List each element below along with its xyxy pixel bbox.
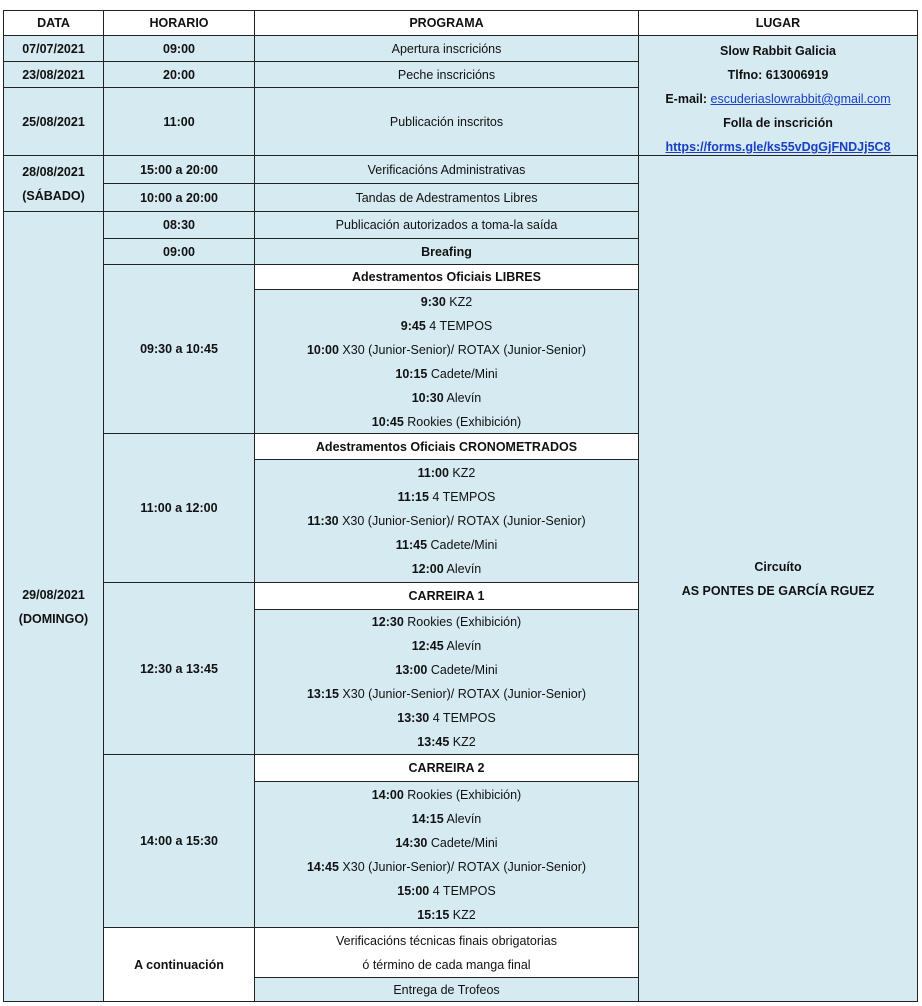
session-line: 11:00 KZ2 bbox=[417, 466, 476, 480]
sunday-date: 29/08/2021 bbox=[22, 587, 85, 602]
trophies-cell: Entrega de Trofeos bbox=[255, 978, 639, 1002]
final-time-cell: A continuación bbox=[104, 928, 255, 1002]
session-line: 13:45 KZ2 bbox=[417, 735, 476, 749]
session-lines bbox=[255, 460, 639, 583]
time-cell: 09:00 bbox=[104, 36, 255, 62]
session-time-cell: 14:00 a 15:30 bbox=[104, 755, 255, 928]
session-line: 13:15 X30 (Junior-Senior)/ ROTAX (Junior-Senior) bbox=[306, 687, 587, 701]
session-line: 11:45 Cadete/Mini bbox=[395, 538, 498, 552]
lugar-circuit-cell bbox=[639, 156, 918, 1002]
final-verification-cell bbox=[255, 928, 639, 978]
session-line: 10:30 Alevín bbox=[411, 390, 482, 405]
email-label: E-mail: bbox=[665, 92, 708, 106]
organizer-phone: Tlfno: 613006919 bbox=[727, 68, 829, 82]
session-lines bbox=[255, 290, 639, 434]
program-cell: Tandas de Adestramentos Libres bbox=[255, 184, 639, 212]
session-line: 10:45 Rookies (Exhibición) bbox=[371, 414, 522, 429]
session-lines bbox=[255, 782, 639, 928]
session-line: 10:15 Cadete/Mini bbox=[395, 366, 498, 381]
date-cell: 25/08/2021 bbox=[3, 88, 104, 156]
header-data: DATA bbox=[3, 10, 104, 36]
program-cell: Breafing bbox=[255, 239, 639, 265]
session-line: 12:30 Rookies (Exhibición) bbox=[371, 615, 522, 629]
final-line-2: ó término de cada manga final bbox=[362, 957, 531, 972]
email-link[interactable]: escuderiaslowrabbit@gmail.com bbox=[710, 92, 891, 106]
program-cell: Verificacións Administrativas bbox=[255, 156, 639, 184]
email-line bbox=[665, 87, 890, 111]
session-title: CARREIRA 2 bbox=[255, 755, 639, 782]
program-cell: Peche inscricións bbox=[255, 62, 639, 88]
session-line: 14:00 Rookies (Exhibición) bbox=[371, 787, 522, 802]
session-title: CARREIRA 1 bbox=[255, 583, 639, 610]
time-cell: 08:30 bbox=[104, 212, 255, 239]
session-lines bbox=[255, 610, 639, 755]
program-cell: Publicación inscritos bbox=[255, 88, 639, 156]
saturday-day: (SÁBADO) bbox=[22, 188, 85, 203]
lugar-contact-cell bbox=[639, 36, 918, 156]
session-line: 15:15 KZ2 bbox=[417, 907, 476, 922]
date-cell: 23/08/2021 bbox=[3, 62, 104, 88]
session-line: 13:00 Cadete/Mini bbox=[395, 663, 498, 677]
circuit-name: AS PONTES DE GARCÍA RGUEZ bbox=[681, 583, 875, 598]
session-title: Adestramentos Oficiais LIBRES bbox=[255, 265, 639, 290]
session-line: 11:15 4 TEMPOS bbox=[397, 490, 496, 504]
header-programa: PROGRAMA bbox=[255, 10, 639, 36]
program-cell: Apertura inscricións bbox=[255, 36, 639, 62]
final-line-1: Verificacións técnicas finais obrigatorias bbox=[336, 933, 557, 948]
program-cell: Publicación autorizados a toma-la saída bbox=[255, 212, 639, 239]
time-cell: 10:00 a 20:00 bbox=[104, 184, 255, 212]
session-time-cell: 11:00 a 12:00 bbox=[104, 434, 255, 583]
session-line: 9:45 4 TEMPOS bbox=[400, 318, 493, 333]
time-cell: 11:00 bbox=[104, 88, 255, 156]
sunday-day: (DOMINGO) bbox=[18, 611, 89, 626]
saturday-date-cell bbox=[3, 156, 104, 212]
time-cell: 09:00 bbox=[104, 239, 255, 265]
header-horario: HORARIO bbox=[104, 10, 255, 36]
session-line: 13:30 4 TEMPOS bbox=[397, 711, 496, 725]
session-line: 12:45 Alevín bbox=[411, 639, 482, 653]
session-time-cell: 12:30 a 13:45 bbox=[104, 583, 255, 755]
session-line: 11:30 X30 (Junior-Senior)/ ROTAX (Junior-Senior) bbox=[307, 514, 586, 528]
sunday-date-cell bbox=[3, 212, 104, 1002]
session-line: 12:00 Alevín bbox=[411, 562, 482, 576]
time-cell: 15:00 a 20:00 bbox=[104, 156, 255, 184]
form-label: Folla de inscrición bbox=[723, 116, 833, 130]
session-time-cell: 09:30 a 10:45 bbox=[104, 265, 255, 434]
session-line: 9:30 KZ2 bbox=[420, 294, 473, 309]
session-title: Adestramentos Oficiais CRONOMETRADOS bbox=[255, 434, 639, 460]
session-line: 14:15 Alevín bbox=[411, 811, 482, 826]
time-cell: 20:00 bbox=[104, 62, 255, 88]
session-line: 14:30 Cadete/Mini bbox=[395, 835, 498, 850]
organizer-name: Slow Rabbit Galicia bbox=[720, 44, 836, 58]
session-line: 15:00 4 TEMPOS bbox=[397, 883, 496, 898]
header-lugar: LUGAR bbox=[639, 10, 918, 36]
date-cell: 07/07/2021 bbox=[3, 36, 104, 62]
form-link[interactable]: https://forms.gle/ks55vDgGjFNDJj5C8 bbox=[665, 140, 891, 154]
session-line: 14:45 X30 (Junior-Senior)/ ROTAX (Junior-Senior) bbox=[306, 859, 587, 874]
session-line: 10:00 X30 (Junior-Senior)/ ROTAX (Junior-Senior) bbox=[306, 342, 587, 357]
saturday-date: 28/08/2021 bbox=[22, 164, 85, 179]
circuit-label: Circuíto bbox=[754, 559, 802, 574]
